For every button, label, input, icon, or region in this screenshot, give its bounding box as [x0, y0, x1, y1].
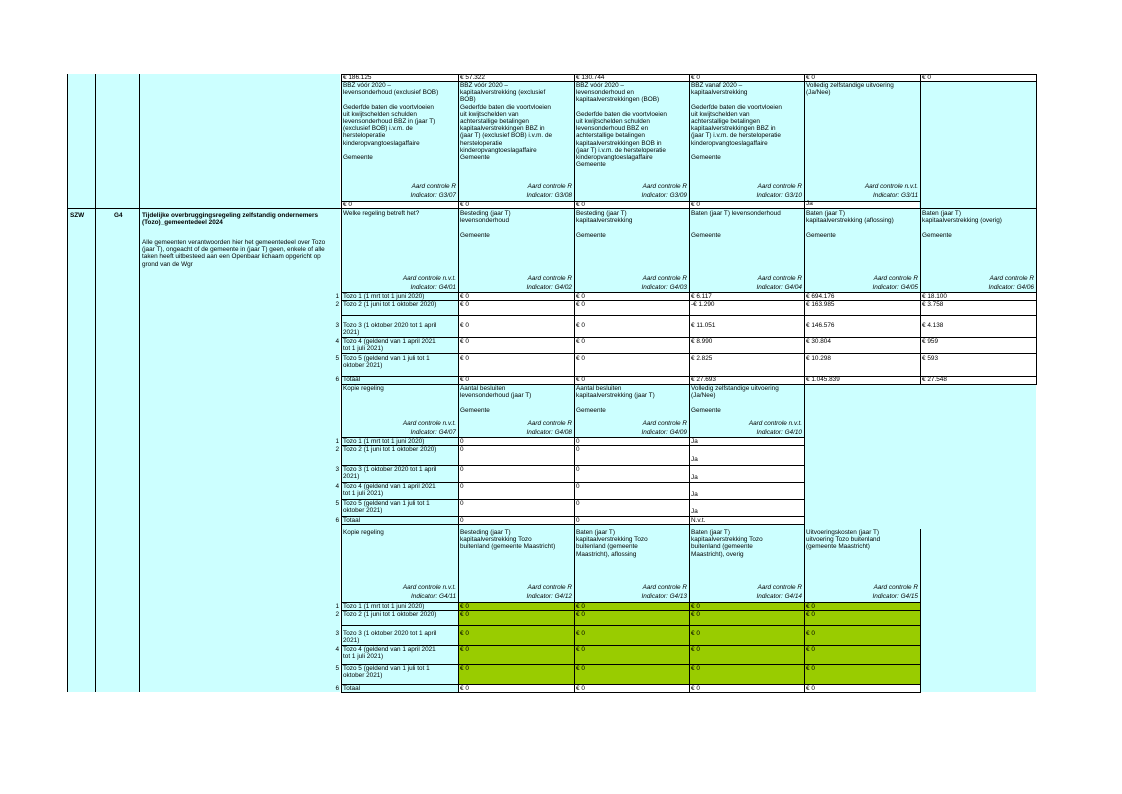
- g4c-cell[interactable]: € 0: [691, 646, 700, 653]
- g4c-cell[interactable]: € 0: [691, 611, 700, 618]
- g4b-control-2: Aard controle R: [527, 420, 572, 427]
- g4b-indicator-2: Indicator: G4/08: [526, 429, 572, 436]
- g4b-row-label: Tozo 4 (geldend van 1 april 2021 tot 1 juli 2021): [343, 483, 436, 498]
- g4b-cell[interactable]: 0: [576, 466, 580, 473]
- g4a-row-label: Totaal: [343, 376, 361, 383]
- g4b-cell[interactable]: N.v.t.: [691, 517, 706, 524]
- g4a-indicator-2: Indicator: G4/02: [526, 284, 572, 291]
- g3-value-5[interactable]: Ja: [806, 200, 813, 207]
- g3-top-value-6: € 0: [922, 74, 931, 81]
- g4c-row-num: 4: [335, 646, 339, 653]
- g4c-row-label: Tozo 4 (geldend van 1 april 2021 tot 1 juli 2021): [343, 646, 436, 661]
- g4c-cell[interactable]: € 0: [806, 611, 815, 618]
- g4c-indicator-4: Indicator: G4/14: [756, 593, 802, 600]
- g4a-control-5: Aard controle R: [873, 275, 918, 282]
- g4a-row-num: 2: [335, 301, 339, 308]
- g4a-cell[interactable]: € 27.693: [691, 376, 716, 383]
- g4c-row-num: 6: [335, 685, 339, 692]
- g4a-cell[interactable]: € 0: [576, 322, 585, 329]
- g4a-cell[interactable]: € 146.576: [806, 322, 835, 329]
- g4a-indicator-1: Indicator: G4/01: [410, 284, 456, 291]
- g4a-cell[interactable]: € 6.117: [691, 293, 712, 300]
- g4c-header-5: Uitvoeringskosten (jaar T) uitvoering Tozo buitenland (gemeente Maastricht): [806, 529, 881, 551]
- g4c-cell[interactable]: € 0: [806, 685, 815, 692]
- g4c-indicator-2: Indicator: G4/12: [526, 593, 572, 600]
- g4b-row-num: 6: [335, 517, 339, 524]
- g4b-cell[interactable]: 0: [576, 446, 580, 453]
- g4a-control-1: Aard controle n.v.t.: [402, 275, 456, 282]
- g4a-control-3: Aard controle R: [642, 275, 687, 282]
- g3-top-value-1: € 186.125: [343, 74, 372, 81]
- g4c-cell[interactable]: € 0: [576, 685, 585, 692]
- g4b-row-label: Tozo 1 (1 mrt tot 1 juni 2020): [343, 438, 425, 445]
- g4c-control-1: Aard controle n.v.t.: [402, 584, 456, 591]
- g4c-cell[interactable]: € 0: [576, 665, 585, 672]
- g4c-cell[interactable]: € 0: [691, 603, 700, 610]
- g3-header-4: BBZ vanaf 2020 – kapitaalverstrekking Gederfde baten die voortvloeien uit kwijtschelden van achterstallige betalingen kapitaalverstrekkingen BBZ in (jaar T) i.v.m. de hersteloperatie kinderopvangtoeslagaffaire Gemeente: [691, 82, 782, 162]
- g4c-cell[interactable]: € 0: [460, 611, 469, 618]
- g4a-cell[interactable]: € 959: [922, 338, 938, 345]
- g4a-row-label: Tozo 2 (1 juni tot 1 oktober 2020): [343, 301, 437, 308]
- g4c-header-1: Kopie regeling: [343, 529, 384, 536]
- g4b-control-4: Aard controle n.v.t.: [748, 420, 802, 427]
- g4b-cell[interactable]: 0: [460, 483, 464, 490]
- g4c-cell[interactable]: € 0: [806, 603, 815, 610]
- g4a-cell[interactable]: € 30.804: [806, 338, 831, 345]
- g4a-values-area: [458, 292, 1036, 384]
- g4c-indicator-1: Indicator: G4/11: [411, 593, 456, 600]
- g3-indicator-3: Indicator: G3/09: [641, 192, 687, 199]
- g4a-cell[interactable]: € 0: [576, 355, 585, 362]
- g3-value-4[interactable]: € 0: [691, 201, 700, 208]
- g4a-cell[interactable]: € 2.825: [691, 355, 713, 362]
- g4a-row-num: 4: [335, 338, 339, 345]
- g4a-cell[interactable]: € 0: [460, 355, 469, 362]
- g4a-cell[interactable]: € 0: [460, 338, 469, 345]
- g4c-cell[interactable]: € 0: [806, 630, 815, 637]
- g3-top-value-4: € 0: [691, 74, 700, 81]
- g4a-cell[interactable]: € 0: [576, 293, 585, 300]
- g4a-cell[interactable]: € 8.990: [691, 338, 713, 345]
- g4a-cell[interactable]: € 0: [460, 376, 469, 383]
- g4a-cell[interactable]: € 0: [460, 301, 469, 308]
- g4c-cell[interactable]: € 0: [460, 665, 469, 672]
- g4a-row-label: Tozo 5 (geldend van 1 juli tot 1 oktober 2021): [343, 355, 430, 370]
- g4c-cell[interactable]: € 0: [460, 685, 469, 692]
- g4c-cell[interactable]: € 0: [460, 646, 469, 653]
- g4a-header-3: Besteding (jaar T) kapitaalverstrekking Gemeente: [576, 210, 633, 239]
- g4a-indicator-4: Indicator: G4/04: [756, 284, 802, 291]
- g4b-row-num: 4: [335, 483, 339, 490]
- g4b-header-3: Aantal besluiten kapitaalverstrekking (jaar T) Gemeente: [576, 385, 655, 414]
- g4a-cell[interactable]: € 0: [576, 301, 585, 308]
- g4a-cell[interactable]: € 0: [576, 338, 585, 345]
- left-panel: [67, 74, 340, 692]
- g4b-indicator-3: Indicator: G4/09: [641, 429, 687, 436]
- g4c-cell[interactable]: € 0: [806, 665, 815, 672]
- g4b-control-1: Aard controle n.v.t.: [402, 420, 456, 427]
- g4b-cell[interactable]: 0: [576, 500, 580, 507]
- g4c-cell[interactable]: € 0: [806, 646, 815, 653]
- g4a-header-2: Besteding (jaar T) levensonderhoud Gemeente: [460, 210, 511, 239]
- g3-header-2: BBZ vóór 2020 – kapitaalverstrekking (exclusief BOB) Gederfde baten die voortvloeien uit kwijtschelden van achterstallige betalingen kapitaalverstrekkingen BBZ in (jaar T) (exclusief BOB) i.v.m. de hersteloperatie kinderopvangtoeslagaffaire Gemeente: [460, 82, 553, 162]
- g4c-cell[interactable]: € 0: [460, 603, 469, 610]
- g4a-row-label: Tozo 1 (1 mrt tot 1 juni 2020): [343, 293, 425, 300]
- g4c-row-label: Tozo 1 (1 mrt tot 1 juni 2020): [343, 603, 425, 610]
- g4c-indicator-5: Indicator: G4/15: [872, 593, 918, 600]
- g3-top-value-5: € 0: [806, 74, 815, 81]
- g4c-cell[interactable]: € 0: [691, 685, 700, 692]
- g4c-row-num: 2: [335, 611, 339, 618]
- g4c-row-num: 3: [335, 630, 339, 637]
- g4a-row-label: Tozo 3 (1 oktober 2020 tot 1 april 2021): [343, 322, 437, 337]
- g4a-control-6: Aard controle R: [989, 275, 1034, 282]
- g4a-cell[interactable]: € 3.758: [922, 301, 944, 308]
- g4b-cell[interactable]: 0: [460, 500, 464, 507]
- g4a-cell[interactable]: € 163.985: [806, 301, 835, 308]
- g4c-header-4: Baten (jaar T) kapitaalverstrekking Tozo buitenland (gemeente Maastricht), overig: [691, 529, 763, 558]
- g4b-cell[interactable]: Ja: [691, 491, 698, 498]
- g4b-cell[interactable]: 0: [460, 438, 464, 445]
- g4c-control-3: Aard controle R: [642, 584, 687, 591]
- g4b-cell[interactable]: 0: [460, 446, 464, 453]
- g4b-values-area: [458, 437, 804, 524]
- g4b-indicator-4: Indicator: G4/10: [756, 429, 802, 436]
- g4a-row-label: Tozo 4 (geldend van 1 april 2021 tot 1 juli 2021): [343, 338, 436, 353]
- g3-top-value-3: € 130.744: [576, 74, 605, 81]
- g3-value-3[interactable]: € 0: [576, 201, 585, 208]
- g4c-row-label: Tozo 2 (1 juni tot 1 oktober 2020): [343, 611, 437, 618]
- g3-control-3: Aard controle R: [642, 183, 687, 190]
- g4c-row-num: 1: [335, 603, 339, 610]
- g3-header-5: Volledig zelfstandige uitvoering (Ja/Nee): [806, 82, 894, 97]
- g4a-control-2: Aard controle R: [527, 275, 572, 282]
- g4c-header-2: Besteding (jaar T) kapitaalverstrekking Tozo buitenland (gemeente Maastricht): [460, 529, 556, 551]
- g3-value-1[interactable]: € 0: [343, 201, 352, 208]
- g4c-row-label: Tozo 5 (geldend van 1 juli tot 1 oktober 2021): [343, 665, 430, 680]
- g3-top-value-2: € 57.322: [460, 74, 485, 81]
- indicator-code: G4: [114, 212, 123, 219]
- g4c-cell[interactable]: € 0: [576, 646, 585, 653]
- g4b-cell[interactable]: 0: [576, 483, 580, 490]
- g4a-cell[interactable]: € 27.548: [922, 376, 947, 383]
- g4c-cell[interactable]: € 0: [576, 611, 585, 618]
- g4a-cell[interactable]: € 593: [922, 355, 938, 362]
- g4b-row-num: 3: [335, 466, 339, 473]
- g4b-row-num: 1: [335, 438, 339, 445]
- g3-control-2: Aard controle R: [527, 183, 572, 190]
- g3-value-2[interactable]: € 0: [460, 201, 469, 208]
- g3-control-1: Aard controle R: [411, 183, 456, 190]
- g4c-row-label: Tozo 3 (1 oktober 2020 tot 1 april 2021): [343, 630, 437, 645]
- g4b-cell[interactable]: Ja: [691, 508, 698, 515]
- g4b-cell[interactable]: Ja: [691, 438, 698, 445]
- g4a-cell[interactable]: € 18.100: [922, 293, 947, 300]
- g4c-cell[interactable]: € 0: [576, 603, 585, 610]
- g4c-control-4: Aard controle R: [757, 584, 802, 591]
- g4a-cell[interactable]: € 0: [460, 322, 469, 329]
- g3-header-1: BBZ vóór 2020 – levensonderhoud (exclusief BOB) Gederfde baten die voortvloeien uit kwijtschelden schulden levensonderhoud BBZ in (jaar T) (exclusief BOB) i.v.m. de hersteloperatie kinderopvangtoeslagaffaire Gemeente: [343, 82, 439, 162]
- g4a-cell[interactable]: € 1.045.839: [806, 376, 840, 383]
- g4b-row-num: 5: [335, 500, 339, 507]
- g4a-cell[interactable]: € 0: [460, 293, 469, 300]
- g4c-cell[interactable]: € 0: [460, 630, 469, 637]
- g4c-control-5: Aard controle R: [873, 584, 918, 591]
- g4a-row-num: 5: [335, 355, 339, 362]
- g3-indicator-1: Indicator: G3/07: [410, 192, 456, 199]
- section-title: Tijdelijke overbruggingsregeling zelfstandig ondernemers (Tozo)_gemeentedeel 2024: [142, 212, 319, 227]
- g4b-cell[interactable]: 0: [460, 466, 464, 473]
- g4b-indicator-1: Indicator: G4/07: [410, 429, 456, 436]
- g4a-cell[interactable]: € 0: [576, 376, 585, 383]
- g4b-row-label: Tozo 5 (geldend van 1 juli tot 1 oktober 2021): [343, 500, 430, 515]
- g4b-cell[interactable]: Ja: [691, 474, 698, 481]
- g4c-cell[interactable]: € 0: [576, 630, 585, 637]
- g4b-cell[interactable]: Ja: [691, 456, 698, 463]
- g4b-row-label: Tozo 3 (1 oktober 2020 tot 1 april 2021): [343, 466, 437, 481]
- g3-control-4: Aard controle R: [757, 183, 802, 190]
- section-code: SZW: [70, 212, 85, 219]
- g4a-indicator-3: Indicator: G4/03: [641, 284, 687, 291]
- g3-values-area: [341, 201, 919, 208]
- g4a-cell[interactable]: € 11.051: [691, 322, 716, 329]
- g4b-row-num: 2: [335, 446, 339, 453]
- g4a-header-5: Baten (jaar T) kapitaalverstrekking (aflossing) Gemeente: [806, 210, 894, 239]
- g4a-row-num: 6: [335, 376, 339, 383]
- g4a-header-4: Baten (jaar T) levensonderhoud Gemeente: [691, 210, 781, 239]
- g4b-row-label: Tozo 2 (1 juni tot 1 oktober 2020): [343, 446, 437, 453]
- g4c-cell[interactable]: € 0: [691, 630, 700, 637]
- g4c-indicator-3: Indicator: G4/13: [641, 593, 687, 600]
- g4b-cell[interactable]: 0: [576, 517, 580, 524]
- g4a-control-4: Aard controle R: [757, 275, 802, 282]
- g4b-row-label: Totaal: [343, 517, 361, 524]
- g4b-cell[interactable]: 0: [576, 438, 580, 445]
- g4a-indicator-5: Indicator: G4/05: [872, 284, 918, 291]
- g4c-row-label: Totaal: [343, 685, 361, 692]
- g3-indicator-5: Indicator: G3/11: [873, 192, 918, 199]
- g4a-row-num: 3: [335, 322, 339, 329]
- g4a-header-1: Welke regeling betreft het?: [343, 210, 420, 217]
- g4a-cell[interactable]: € 694.176: [806, 293, 835, 300]
- g4a-cell[interactable]: € 4.138: [922, 322, 944, 329]
- g4a-cell[interactable]: € 10.298: [806, 355, 831, 362]
- g4a-row-num: 1: [335, 293, 339, 300]
- g4a-cell[interactable]: -€ 1.290: [691, 301, 715, 308]
- g3-header-3: BBZ vóór 2020 – levensonderhoud en kapitaalverstrekkingen (BOB) Gederfde baten die voortvloeien uit kwijtschelden schulden levensonderhoud BBZ en achterstallige betalingen kapitaalverstrekkingen BOB in (jaar T) i.v.m. de hersteloperatie kinderopvangtoeslagaffaire Gemeente: [576, 82, 667, 169]
- section-description: Alle gemeenten verantwoorden hier het gemeentedeel over Tozo (jaar T), ongeacht of de gemeente in (jaar T) geen, enkele of alle taken heeft uitbesteed aan een Openbaar lichaam opgericht op grond van de Wgr: [142, 239, 326, 268]
- g4c-cell[interactable]: € 0: [691, 665, 700, 672]
- g4c-control-2: Aard controle R: [527, 584, 572, 591]
- g4a-indicator-6: Indicator: G4/06: [988, 284, 1034, 291]
- g4b-control-3: Aard controle R: [642, 420, 687, 427]
- g4c-header-3: Baten (jaar T) kapitaalverstrekking Tozo buitenland (gemeente Maastricht), aflossing: [576, 529, 648, 558]
- g4b-cell[interactable]: 0: [460, 517, 464, 524]
- g3-indicator-2: Indicator: G3/08: [526, 192, 572, 199]
- g4a-header-6: Baten (jaar T) kapitaalverstrekking (overig) Gemeente: [922, 210, 1002, 239]
- g3-control-5: Aard controle n.v.t.: [864, 183, 918, 190]
- g4b-header-1: Kopie regeling: [343, 385, 384, 392]
- g4b-header-2: Aantal besluiten levensonderhoud (jaar T) Gemeente: [460, 385, 532, 414]
- g3-indicator-4: Indicator: G3/10: [756, 192, 802, 199]
- g4b-header-4: Volledig zelfstandige uitvoering (Ja/Nee) Gemeente: [691, 385, 779, 414]
- g4c-row-num: 5: [335, 665, 339, 672]
